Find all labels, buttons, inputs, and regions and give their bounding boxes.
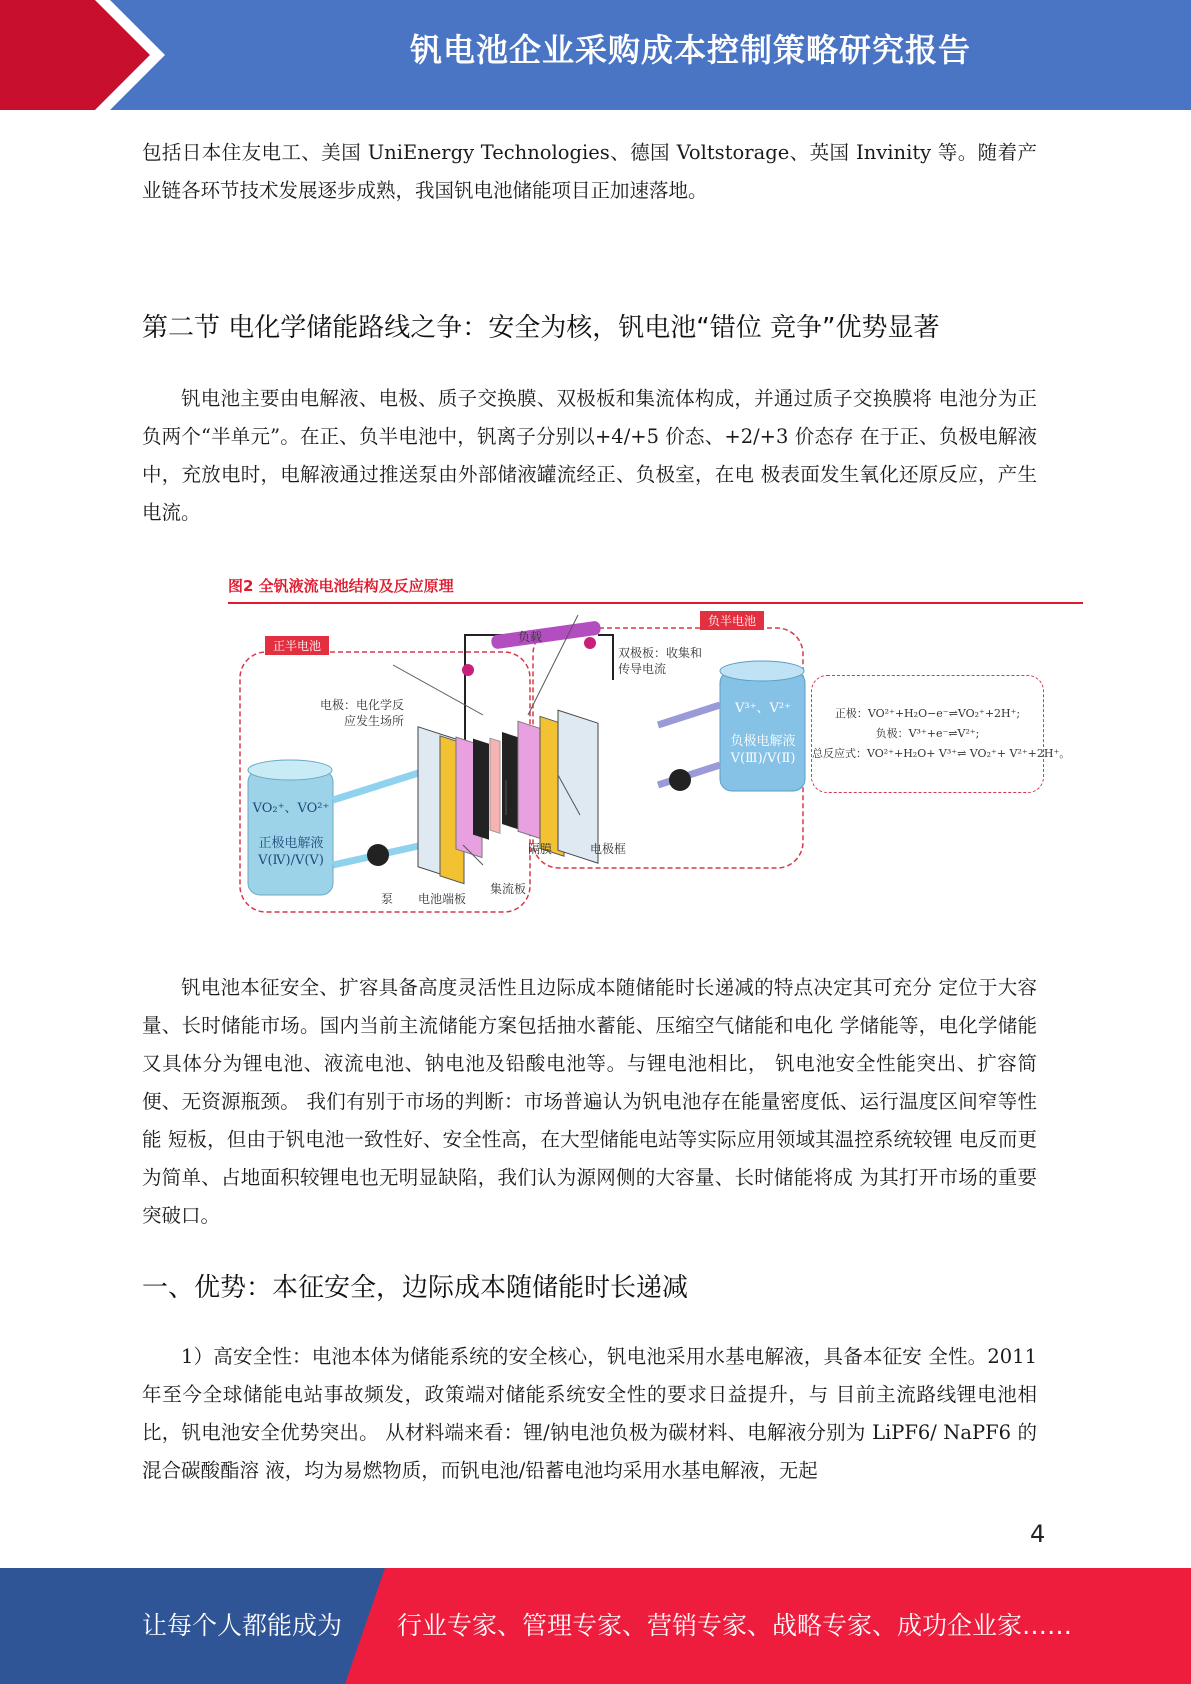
plus-terminal-icon (462, 664, 474, 676)
equation-negative: 负极：V³⁺+e⁻⇌V²⁺; (875, 727, 980, 740)
positive-tank-ions: VO₂⁺、VO²⁺ (252, 801, 330, 816)
section-heading: 第二节 电化学储能路线之争：安全为核，钒电池“错位 竞争”优势显著 (142, 313, 940, 343)
subsection-heading: 一、优势：本征安全，边际成本随储能时长递减 (142, 1273, 689, 1303)
page-number: 4 (1030, 1520, 1046, 1548)
electrode-right (502, 732, 520, 830)
label-bipolar-plate: 双极板：收集和 传导电流 (618, 646, 703, 676)
label-collector: 集流板 (490, 882, 527, 896)
membrane (490, 738, 500, 833)
label-electrode-frame: 电极框 (590, 842, 627, 856)
tag-positive-half: 正半电池 (265, 636, 329, 655)
footer-slogan-left: 让每个人都能成为 (142, 1611, 343, 1640)
equation-total: 总反应式：VO²⁺+H₂O+ V³⁺⇌ VO₂⁺+ V²⁺+2H⁺。 (812, 747, 1071, 760)
pipe-right-upper (658, 705, 720, 725)
label-end-plate: 电池端板 (418, 892, 467, 906)
pump-left-icon (367, 844, 389, 866)
pipe-left-upper (333, 770, 428, 800)
positive-tank-top (248, 760, 332, 780)
positive-tank (248, 770, 333, 895)
header-red-chevron (0, 0, 150, 110)
negative-tank (720, 671, 805, 791)
wire-negative (598, 635, 613, 680)
header-chevron-decoration (0, 0, 190, 110)
equation-positive: 正极：VO²⁺+H₂O−e⁻⇌VO₂⁺+2H⁺; (834, 707, 1021, 720)
negative-tank-top (720, 661, 804, 681)
minus-terminal-icon (584, 637, 596, 649)
paragraph-intro: 包括日本住友电工、美国 UniEnergy Technologies、德国 Voltstorage、英国 Invinity 等。随着产业链各环节技术发展逐步成熟，我国钒电池储能项目正加速落地。 (142, 141, 1037, 202)
footer-slogan-right: 行业专家、管理专家、营销专家、战略专家、成功企业家…… (397, 1611, 1073, 1640)
tag-negative-half: 负半电池 (700, 611, 764, 630)
figure-vanadium-battery (228, 575, 1083, 915)
page-footer (0, 1568, 1191, 1684)
label-pump: 泵 (381, 892, 394, 906)
page-header (0, 0, 1191, 110)
report-title: 钒电池企业采购成本控制策略研究报告 (409, 31, 971, 69)
negative-tank-ions: V³⁺、V²⁺ (735, 701, 791, 716)
figure-title: 图2 全钒液流电池结构及反应原理 (228, 577, 454, 595)
electrode-left (473, 739, 489, 840)
reaction-equations (811, 675, 1071, 793)
paragraph-structure: 钒电池主要由电解液、电极、质子交换膜、双极板和集流体构成，并通过质子交换膜将 电池分为正负两个“半单元”。在正、负半电池中，钒离子分别以+4/+5 价态、+2/+3 价态存 在于正、负极电解液中，充放电时，电解液通过推送泵由外部储液罐流经正、负极室，在电 极表面发生氧化还原反应，产生电流。 (142, 387, 1037, 524)
paragraph-safety: 1）高安全性：电池本体为储能系统的安全核心，钒电池采用水基电解液，具备本征安 全性。2011 年至今全球储能电站事故频发，政策端对储能系统安全性的要求日益提升，与 目前主流路线锂电池相比，钒电池安全优势突出。 从材料端来看：锂/钠电池负极为碳材料、电解液分别为 LiPF6/ NaPF6 的混合碳酸酯溶 液，均为易燃物质，而钒电池/铅蓄电池均采用水基电解液，无起 (142, 1345, 1037, 1482)
label-electrode: 电极：电化学反 应发生场所 (320, 698, 405, 728)
negative-tank-label: 负极电解液 V(Ⅲ)/V(Ⅱ) (730, 734, 796, 766)
label-membrane: 隔膜 (528, 842, 553, 856)
paragraph-positioning: 钒电池本征安全、扩容具备高度灵活性且边际成本随储能时长递减的特点决定其可充分 定位于大容量、长时储能市场。国内当前主流储能方案包括抽水蓄能、压缩空气储能和电化 学储能等，电化学储能又具体分为锂电池、液流电池、钠电池及铅酸电池等。与锂电池相比， 钒电池安全性能突出、扩容简便、无资源瓶颈。 我们有别于市场的判断：市场普遍认为钒电池存在能量密度低、运行温度区间窄等性能 短板，但由于钒电池一致性好、安全性高，在大型储能电站等实际应用领域其温控系统较锂 电反而更为简单、占地面积较锂电也无明显缺陷，我们认为源网侧的大容量、长时储能将成 为其打开市场的重要突破口。 (142, 976, 1037, 1227)
cell-stack (418, 665, 598, 915)
positive-tank-label: 正极电解液 V(Ⅳ)/V(Ⅴ) (258, 836, 324, 868)
pump-right-icon (669, 769, 691, 791)
label-load: 负载 (518, 630, 543, 644)
